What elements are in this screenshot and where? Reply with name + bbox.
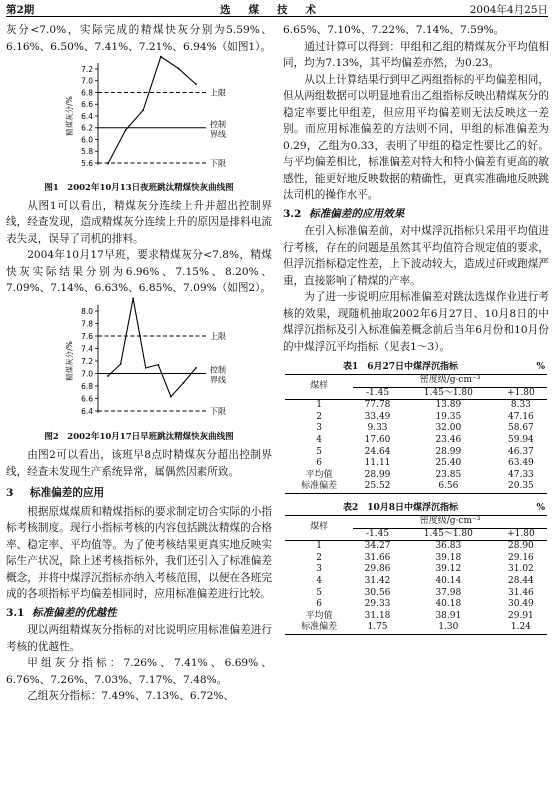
subsection-title: 标准偏差的应用效果 <box>309 207 405 220</box>
data-point <box>195 83 197 85</box>
table-row: 4 17.60 23.46 59.94 <box>316 434 534 445</box>
reference-line-label: 控制 <box>210 119 226 129</box>
right-column <box>283 22 549 635</box>
data-point <box>107 375 109 377</box>
y-tick-label: 7.0 <box>81 368 93 378</box>
table-row-std: 标准偏差 25.52 6.56 20.35 <box>285 481 547 493</box>
y-tick-label: 8.0 <box>81 306 93 316</box>
paragraph: 乙组灰分指标：7.49%、7.13%、6.72%、 <box>27 690 235 702</box>
section-3-heading <box>6 485 272 502</box>
y-tick-label: 5.6 <box>81 158 93 168</box>
y-tick-label: 7.6 <box>81 331 93 341</box>
paragraph: 现以两组精煤灰分指标的对比说明应用标准偏差进行考核的优越性。 <box>6 624 272 653</box>
paragraph: 2004年10月17早班，要求精煤灰分<7.8%，精煤快灰实际结果分别为6.96%、7.15%、8.20%、7.09%、7.14%、6.63%、6.85%、7.09%（如图2）。 <box>6 249 272 294</box>
figure-1-caption: 图1 2002年10月13日夜班跳汰精煤快灰曲线图 <box>44 182 234 193</box>
table-row: 5 30.56 37.98 31.46 <box>316 587 534 598</box>
section-number: 3 <box>6 487 14 499</box>
table-column-header: 1.45～1.80 <box>423 387 473 398</box>
y-tick-label: 7.2 <box>81 356 93 366</box>
table-row: 6 29.33 40.18 30.49 <box>316 599 534 610</box>
data-point <box>195 366 197 368</box>
paragraph: 从图1可以看出，精煤灰分连续上升并超出控制界线，经查发现，造成精煤灰分连续上升的原因是排料电流表失灵，误导了司机的排料。 <box>6 199 272 245</box>
data-point <box>132 297 134 299</box>
reference-line-label: 上限 <box>210 331 226 341</box>
figure-2-chart <box>6 297 272 425</box>
y-tick-label: 6.8 <box>81 381 93 391</box>
table-caption-text: 表1 6月27日中煤浮沉指标 <box>343 362 459 372</box>
table-header-sample: 煤样 <box>285 375 353 400</box>
subsection-number: 3.1 <box>6 606 25 619</box>
y-tick-label: 6.4 <box>81 111 93 121</box>
y-tick-label: 7.2 <box>81 64 93 74</box>
paragraph: 从以上计算结果行到甲乙两组指标的平均偏差相同，但从两组数据可以明显地看出乙组指标反映出精煤灰分的稳定率要比甲组差，但应用平均偏差则无法反映这一差别。而应用标准偏差的方法则不同，甲组的标准偏差为0.29，乙组为0.33，表明了甲组的稳定性要比乙的好。与平均偏差相比，标准偏差对特大和特小偏差有更高的敏感性，能更好地反映数据的精确性，更真实准确地反映跳汰司机的操作水平。 <box>283 73 549 201</box>
table-row-average: 平均值 31.18 38.91 29.91 <box>305 610 534 621</box>
table-column-header: -1.45 <box>365 528 390 539</box>
table-column-header: 1.45～1.80 <box>423 528 473 539</box>
table-2 <box>285 515 547 635</box>
figure-2-caption: 图2 2002年10月17日早班跳汰精煤快灰曲线图 <box>44 432 234 442</box>
reference-line-label: 界线 <box>210 129 226 139</box>
table-1-caption <box>283 359 549 372</box>
table-header-sample: 煤样 <box>285 515 353 540</box>
subsection-title: 标准偏差的优越性 <box>32 606 117 619</box>
subsection-number: 3.2 <box>283 207 302 220</box>
paragraph: 根据原煤煤质和精煤指标的要求制定切合实际的小指标考核制度。现行小指标考核的内容包括跳汰精煤的合格率、稳定率、平均值等。为了使考核结果更真实地反映实际生产状况，除上述考核指标外，我们还引入了标准偏差概念，并将中煤浮沉指标亦纳入考核范围，以便在各班完成的各项指标平均偏差相同时，应用标准偏差进行比较。 <box>6 505 272 600</box>
table-row: 3 9.33 32.00 58.67 <box>316 423 534 434</box>
y-tick-label: 6.6 <box>81 100 93 110</box>
y-tick-label: 6.0 <box>81 135 93 145</box>
figure-1-chart <box>6 55 272 175</box>
running-header <box>6 2 548 17</box>
y-axis-label: 精煤灰分/% <box>65 340 74 381</box>
table-column-header: -1.45 <box>365 387 390 398</box>
y-tick-label: 5.8 <box>81 147 93 157</box>
table-row-average: 平均值 28.99 23.85 47.33 <box>305 469 534 480</box>
table-unit: % <box>536 362 545 372</box>
data-point <box>170 395 172 397</box>
y-tick-label: 6.6 <box>81 393 93 403</box>
paragraph: 在引入标准偏差前，对中煤浮沉指标只采用平均值进行考核，存在的问题是虽然其平均值符合规定值的要求，但浮沉指标稳定性差，上下波动较大，造成过矸或跑煤严重，直接影响了精煤的产率。 <box>283 225 549 287</box>
paragraph: 为了进一步说明应用标准偏差对跳汰选煤作业进行考核的效果，现随机抽取2002年6月27日、10月8日的中煤浮沉指标及引入标准偏差概念前后当年6月份和10月份的中煤浮沉平均指标（见表1～3）。 <box>283 291 549 353</box>
table-row: 5 24.64 28.99 46.37 <box>316 446 534 457</box>
table-row-std: 标准偏差 1.75 1.30 1.24 <box>285 622 547 634</box>
journal-name: 选煤技术 <box>220 4 334 16</box>
y-axis-label: 精煤灰分/% <box>65 96 74 136</box>
table-row: 2 31.66 39.18 29.16 <box>316 552 534 563</box>
data-point <box>145 366 147 368</box>
left-column <box>6 22 272 705</box>
table-2-caption <box>283 500 549 513</box>
reference-line-label: 控制 <box>210 365 226 374</box>
series-line <box>108 57 196 164</box>
table-header-density: 密度级/g·cm⁻³ <box>353 515 547 528</box>
data-point <box>157 363 159 365</box>
table-row: 4 31.42 40.14 28.44 <box>316 575 534 586</box>
y-tick-label: 6.2 <box>81 123 93 133</box>
section-title: 标准偏差的应用 <box>30 487 105 499</box>
table-row: 2 33.49 19.35 47.16 <box>316 411 534 422</box>
data-point <box>120 363 122 365</box>
paragraph: 由图2可以看出，该班早8点时精煤灰分超出控制界线，经查未发现生产系统异常，属偶然因素所致。 <box>6 449 272 478</box>
reference-line-label: 上限 <box>210 88 226 98</box>
table-column-header: +1.80 <box>507 387 535 398</box>
data-point <box>160 56 162 58</box>
publish-date: 2004年4月25日 <box>469 4 548 16</box>
y-tick-label: 6.8 <box>81 88 93 98</box>
paragraph: 甲组灰分指标：7.26%、7.41%、6.69%、6.76%、7.26%、7.03%、7.17%、7.48%。 <box>6 657 272 686</box>
table-header-density: 密度级/g·cm⁻³ <box>353 375 547 388</box>
data-point <box>178 68 180 70</box>
paragraph: 灰分<7.0%，实际完成的精煤快灰分别为5.59%、6.16%、6.50%、7.41%、7.21%、6.94%（如图1）。 <box>6 24 272 53</box>
paragraph: 通过计算可以得到：甲组和乙组的精煤灰分平均值相同，均为7.13%，其平均偏差亦然，为0.23。 <box>283 40 549 69</box>
series-line <box>108 298 196 396</box>
data-point <box>142 109 144 111</box>
data-point <box>107 163 109 165</box>
y-tick-label: 7.0 <box>81 76 93 86</box>
data-point <box>125 129 127 131</box>
reference-line-label: 下限 <box>210 406 226 416</box>
table-row: 6 11.11 25.40 63.49 <box>316 458 534 469</box>
table-1 <box>285 374 547 494</box>
table-column-header: +1.80 <box>507 528 535 539</box>
paragraph: 6.65%、7.10%、7.22%、7.14%、7.59%。 <box>283 24 505 36</box>
issue-number: 第2期 <box>6 4 35 16</box>
y-tick-label: 7.8 <box>81 318 93 328</box>
table-row: 3 29.86 39.12 31.02 <box>316 564 534 575</box>
reference-line-label: 界线 <box>210 375 226 384</box>
table-caption-text: 表2 10月8日中煤浮沉指标 <box>343 502 459 513</box>
subsection-3-1-heading <box>6 605 272 622</box>
y-tick-label: 6.4 <box>81 406 93 416</box>
reference-line-label: 下限 <box>210 159 226 168</box>
subsection-3-2-heading <box>283 206 549 223</box>
table-row: 1 77.78 13.89 8.33 <box>316 400 531 411</box>
table-unit: % <box>536 502 545 513</box>
table-row: 1 34.27 36.83 28.90 <box>316 541 534 552</box>
y-tick-label: 7.4 <box>81 343 93 353</box>
data-point <box>183 381 185 383</box>
